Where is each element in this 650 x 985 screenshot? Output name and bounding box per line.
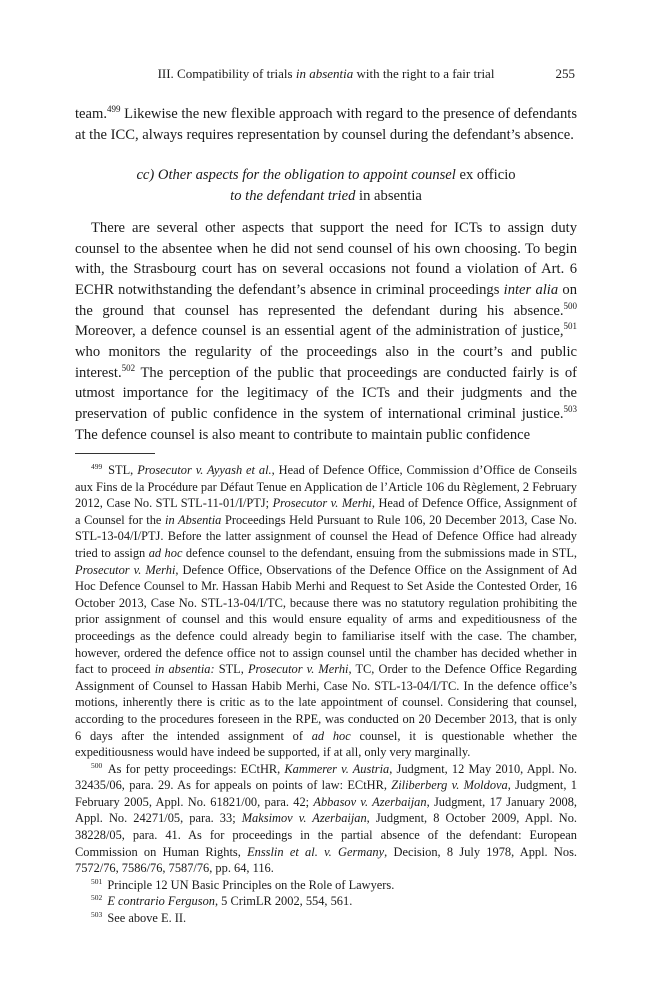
text-italic: in absentia: (154, 662, 215, 677)
text-run: , Head of Defence Office, Assignment of a Counsel for the (75, 496, 577, 527)
text-run: Proceedings Held Pursuant to Rule 106, 20 December 2013, Case No. STL-13-04/I/PTJ. Before the latter assignment of counsel the Head of Defence Office had already tried to assign (75, 512, 577, 560)
section-heading (75, 165, 577, 206)
text-italic: inter alia (503, 281, 559, 298)
case-name: Prosecutor v. Merhi (75, 562, 176, 577)
chapter-title-part: with the right to a fair trial (353, 66, 495, 81)
running-head (75, 66, 577, 84)
text-run: , Judgment, 1 February 2005, Appl. No. 61821/00, para. 42; (75, 778, 577, 809)
text-run: Principle 12 UN Basic Principles on the Role of Lawyers. (107, 877, 395, 892)
footnotes (75, 462, 577, 927)
heading-italic: to the defendant tried (230, 188, 356, 205)
footnote-number: 501 (91, 876, 103, 886)
case-name: Abbasov v. Azerbaijan (313, 794, 427, 809)
text-run: who monitors the regularity of the proceedings also in the court’s and public interest. (75, 344, 577, 381)
heading-line-2 (75, 186, 577, 207)
case-name: Ensslin et al. v. Germany (247, 844, 385, 859)
text-run: See above E. II. (107, 911, 187, 926)
page-number: 255 (555, 66, 575, 81)
paragraph-continuation (75, 104, 577, 145)
chapter-title-part: III. Compatibility of trials (157, 66, 296, 81)
footnote-number: 502 (91, 893, 103, 903)
chapter-title-italic: in absentia (295, 66, 354, 81)
text-run: , Decision, 8 July 1978, Appl. Nos. 7572/76, 7586/76, 7587/76, pp. 64, 116. (75, 844, 577, 876)
footnote-separator (75, 453, 155, 454)
text-run: defence counsel to the defendant, ensuing from the submissions made in STL, (182, 545, 577, 560)
text-run: , 5 CrimLR 2002, 554, 561. (214, 894, 353, 909)
case-name: Kammerer v. Austria (284, 761, 390, 776)
text-italic: ad hoc (311, 728, 351, 743)
text-run: team. (75, 106, 108, 122)
text-run: Moreover, a defence counsel is an essential agent of the administration of justice, (75, 323, 564, 340)
text-run: As for petty proceedings: ECtHR, (107, 761, 285, 776)
text-run: , Judgment, 12 May 2010, Appl. No. 32435/06, para. 29. As for appeals on points of law: ECtHR, (75, 761, 577, 793)
case-name: Prosecutor v. Merhi (247, 662, 349, 677)
text-run: Likewise the new flexible approach with regard to the presence of defendants at the ICC, always requires representation by counsel during the defendant’s absence. (75, 106, 577, 143)
text-run: The defence counsel is also meant to contribute to maintain public confidence (75, 426, 531, 443)
heading-italic: cc) Other aspects for the obligation to appoint counsel (136, 167, 456, 184)
footnote-ref[interactable]: 501 (563, 321, 577, 332)
heading-plain: ex officio (455, 167, 516, 184)
text-run: , TC, Order to the Defence Office Regarding Assignment of Counsel to Hassan Habib Merhi, Case No. STL-13-04/I/TC. In the defence office’s motions, inherently there is critic as to the late appointment of counsel. Considering that counsel, according to the procedures foreseen in the RPE, was conducted on 20 December 2013, that is only 6 days after the intended assignment of (75, 662, 577, 743)
footnote-ref[interactable]: 503 (563, 404, 577, 415)
case-name: Prosecutor v. Merhi (272, 496, 372, 511)
text-run: , Defence Office, Observations of the Defence Office on the Assignment of Ad Hoc Defence Counsel to Mr. Hassan Habib Merhi and Request to Set Aside the Contested Order, 16 October 2013, Case No. STL-13-04/I/TC, because there was no statutory regulation prohibiting the prior assignment of counsel and this would ensure equality of arms and expeditiousness of the proceedings as the defence could already begin to familiarise itself with the case. The chamber, however, ordered the defence office not to assign counsel until the chamber has decided whether in fact to proceed (75, 562, 577, 677)
text-italic: in Absentia (165, 512, 222, 527)
footnote-number: 503 (91, 910, 103, 920)
text-run: on the ground that counsel has represented the defendant during his absence. (75, 281, 577, 319)
case-name: Maksimov v. Azerbaijan (241, 811, 367, 826)
text-run: , Head of Defence Office, Commission d’Office de Conseils aux Fins de la Procédure par Défaut Tenue en Application de l’Article 106 du Règlement, 2 February 2012, Case No. STL STL-11-01/I/PTJ; (75, 463, 577, 511)
footnote-499 (75, 462, 577, 761)
footnote-number: 499 (91, 462, 103, 471)
footnote-ref[interactable]: 502 (121, 362, 136, 373)
footnote-ref[interactable]: 500 (563, 300, 577, 311)
text-run: The perception of the public that proceedings are conducted fairly is of utmost importance for the legitimacy of the ICTs and their judgments and the preservation of public confidence in the system of international criminal justice. (75, 364, 577, 423)
footnote-503 (75, 910, 577, 927)
main-text (75, 104, 577, 446)
text-run: There are several other aspects that support the need for ICTs to assign duty counsel to the absentee when he did not send counsel of his own choosing. To begin with, the Strasbourg court has on several occasions not found a violation of Art. 6 ECHR notwithstanding the defendant’s absence in criminal proceedings (75, 219, 577, 298)
footnote-502 (75, 893, 577, 910)
text-run: STL, (214, 662, 248, 677)
case-name: E contrario Ferguson (107, 894, 215, 909)
case-name: Ziliberberg v. Moldova (391, 778, 508, 793)
text-run: counsel, it is questionable whether the expeditiousness would have indeed be supported, if at all, only very marginally. (75, 728, 577, 760)
case-name: Prosecutor v. Ayyash et al. (137, 463, 272, 477)
chapter-title (75, 66, 577, 82)
footnote-ref[interactable]: 499 (107, 104, 121, 114)
footnote-number: 500 (91, 760, 103, 770)
heading-plain: in absentia (355, 188, 422, 205)
text-italic: ad hoc (148, 545, 183, 560)
heading-line-1 (75, 165, 577, 186)
paragraph (75, 218, 577, 446)
text-run: , Judgment, 8 October 2009, Appl. No. 38228/05, para. 41. As for proceedings in the partial absence of the defendant: European Commission on Human Rights, (75, 811, 577, 859)
text-run: STL, (108, 463, 138, 477)
text-run: , Judgment, 17 January 2008, Appl. No. 24271/05, para. 33; (75, 794, 578, 826)
footnote-501 (75, 877, 577, 894)
footnote-500 (75, 761, 577, 877)
